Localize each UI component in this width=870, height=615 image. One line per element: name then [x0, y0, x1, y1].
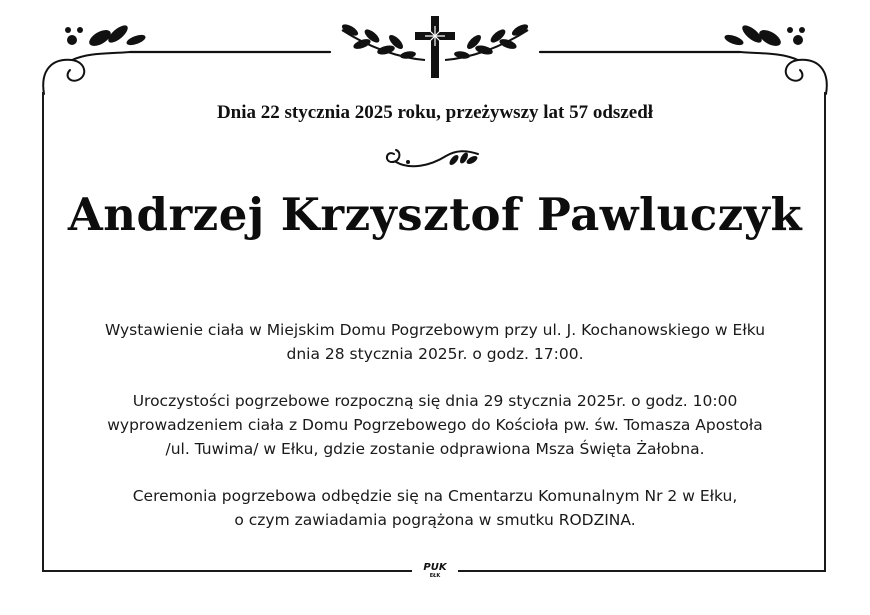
ceremony-line-2: wyprowadzeniem ciała z Domu Pogrzebowego do Kościoła pw. św. Tomasza Apostoła — [107, 416, 763, 434]
viewing-paragraph — [60, 318, 810, 366]
viewing-line-2: dnia 28 stycznia 2025r. o godz. 17:00. — [286, 345, 584, 363]
logo-sub-text: EŁK — [429, 573, 441, 579]
puk-logo — [414, 562, 456, 582]
logo-main-text: PUK — [423, 562, 447, 573]
burial-line-1: Ceremonia pogrzebowa odbędzie się na Cmentarzu Komunalnym Nr 2 w Ełku, — [132, 487, 738, 505]
burial-line-2: o czym zawiadamia pogrążona w smutku RODZINA. — [234, 511, 636, 529]
frame-left-border — [42, 92, 44, 572]
announcement-body — [60, 318, 810, 555]
cross-laurel-ornament — [0, 0, 870, 100]
deceased-name: Andrzej Krzysztof Pawluczyk — [67, 188, 803, 241]
swirl-leaf-divider — [380, 140, 490, 176]
frame-bottom-border-left — [42, 570, 412, 572]
frame-right-border — [824, 92, 826, 572]
ceremony-line-1: Uroczystości pogrzebowe rozpoczną się dnia 29 stycznia 2025r. o godz. 10:00 — [132, 392, 738, 410]
viewing-line-1: Wystawienie ciała w Miejskim Domu Pogrzebowym przy ul. J. Kochanowskiego w Ełku — [104, 321, 766, 339]
ceremony-line-3: /ul. Tuwima/ w Ełku, gdzie zostanie odprawiona Msza Święta Żałobna. — [165, 440, 705, 458]
death-announcement-intro: Dnia 22 stycznia 2025 roku, przeżywszy lat 57 odszedł — [216, 102, 654, 123]
frame-bottom-border-right — [458, 570, 826, 572]
ceremony-paragraph — [60, 389, 810, 461]
burial-paragraph — [60, 484, 810, 532]
